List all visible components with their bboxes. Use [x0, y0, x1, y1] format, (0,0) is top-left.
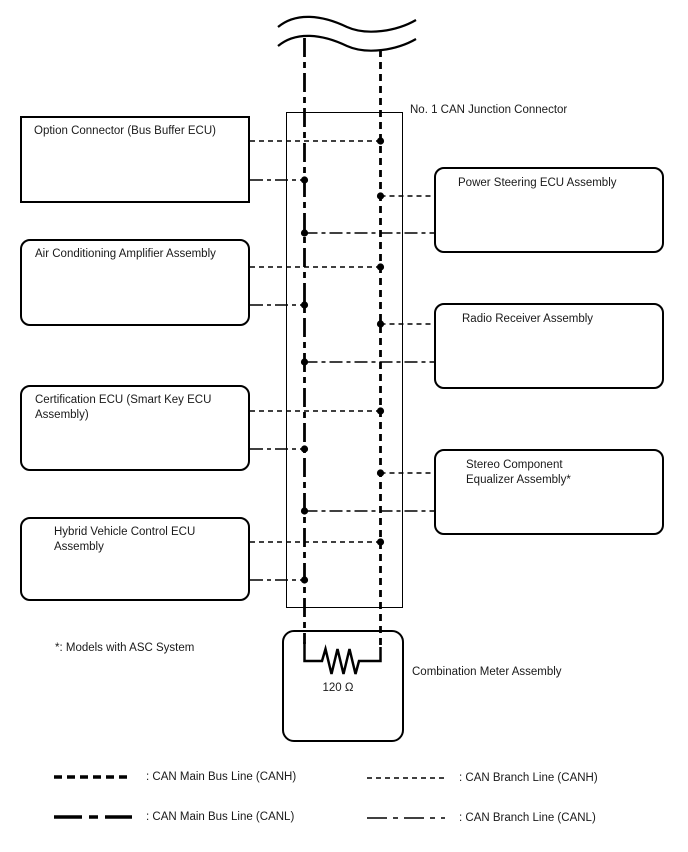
- legend-swatch-branch-canl-line: [366, 811, 446, 825]
- box-air-conditioning-amplifier-label: Air Conditioning Amplifier Assembly: [35, 248, 216, 260]
- legend-main-canh-label: : CAN Main Bus Line (CANH): [146, 771, 297, 783]
- footnote-asc-system: *: Models with ASC System: [55, 642, 195, 654]
- resistor-value-label: 120 Ω: [322, 682, 354, 694]
- box-air-conditioning-amplifier: [20, 239, 250, 326]
- legend-main-canl: [53, 810, 294, 824]
- junction-connector-label: No. 1 CAN Junction Connector: [410, 104, 568, 116]
- legend-branch-canh: [366, 771, 598, 785]
- legend-swatch-branch-canh-line: [366, 771, 446, 785]
- box-stereo-component-equalizer: [434, 449, 664, 535]
- box-stereo-component-equalizer-label: Stereo Component Equalizer Assembly*: [466, 459, 571, 487]
- combination-meter-label: Combination Meter Assembly: [412, 666, 562, 678]
- legend-main-canl-label: : CAN Main Bus Line (CANL): [146, 811, 295, 823]
- box-option-connector: [20, 116, 250, 203]
- box-certification-ecu-label: Certification ECU (Smart Key ECU Assembly): [35, 394, 212, 422]
- junction-connector-box: [286, 112, 403, 608]
- legend-main-canh: [53, 770, 296, 784]
- box-hybrid-vehicle-control-ecu: [20, 517, 250, 601]
- box-power-steering-ecu-label: Power Steering ECU Assembly: [458, 177, 617, 189]
- box-radio-receiver: [434, 303, 664, 389]
- box-radio-receiver-label: Radio Receiver Assembly: [462, 313, 594, 325]
- legend-swatch-main-canl-line: [53, 810, 133, 824]
- harness-break-wave-icon: [278, 17, 416, 51]
- box-power-steering-ecu: [434, 167, 664, 253]
- legend-branch-canh-label: : CAN Branch Line (CANH): [459, 772, 598, 784]
- legend-branch-canl-label: : CAN Branch Line (CANL): [459, 812, 596, 824]
- legend-branch-canl: [366, 811, 596, 825]
- box-hybrid-vehicle-control-ecu-label: Hybrid Vehicle Control ECU Assembly: [54, 526, 196, 554]
- box-option-connector-label: Option Connector (Bus Buffer ECU): [34, 125, 216, 137]
- legend-swatch-main-canh-line: [53, 770, 133, 784]
- box-certification-ecu: [20, 385, 250, 471]
